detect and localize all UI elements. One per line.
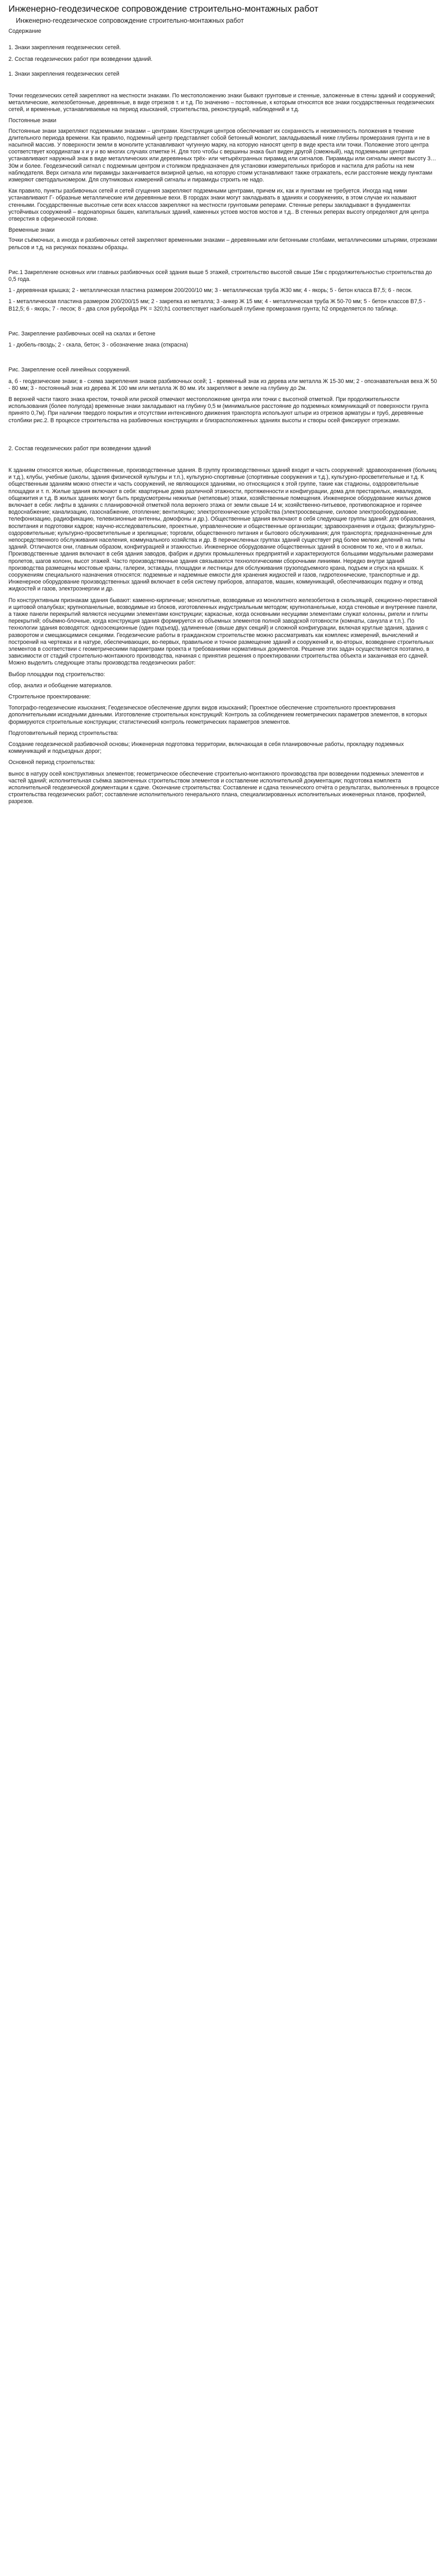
figure-legend: 1 - металлическая пластина размером 200/200/15 мм; 2 - закрепка из металла; 3 -анкер Ж 15 мм; 4 - металлическая труба Ж 50-70 мм; 5 - бетон классов В7,5 - В12,5; 6 - якорь; 7 - песок; 8 - два слоя руберойда РК = 320;h1 соответствует наибольшей глубине промерзания грунта; h2 определяется по таблице. xyxy=(8,298,426,312)
figure-caption-3: Рис. Закрепление осей линейных сооружений. xyxy=(8,367,131,374)
document-title: Инженерно-геодезическое сопровождение строительно-монтажных работ xyxy=(8,4,318,14)
paragraph: К зданиям относятся жилые, общественные, производственные здания. В группу производственных зданий входит и часть сооружений: здравоохранения (больниц и т.д.), клубы, учебные (школы, здания физической культуры и т.п.), культурно-спортивные (спортивные сооружения и т.д.), культурно-просветительные и т.д. К общественным зданиям можно отнести и часть сооружений, не являющихся зданиями, но относящихся к этой группе, такие как стадионы, оздоровительные площадки и т. п. Жилые здания включают в себя: квартирные дома различной этажности, протяженности и конфигурации, дома для престарелых, инвалидов, общежития и т.д. В жилых зданиях могут быть предусмотрены нежилые (нетиповые) этажи, хозяйственные помещения. Инженерное оборудование жилых домов включает в себя: лифты в зданиях с планировочной отметкой пола верхнего этажа от земли свыше 14 м; хозяйственно-питьевое, противопожарное и горячее водоснабжение; канализацию, газоснабжение, отопление; вентиляцию; электротехнические устройства (электроосвещение, силовое электрооборудование, телефонизацию, радиофикацию, телевизионные антенны, домофоны и др.). Общественные здания включают в себя следующие группы зданий: для образования, воспитания и подготовки кадров; научно-исследовательские, проектные, управленческие и общественные организации; здравоохранения и отдыха; физкультурно-оздоровительные; культурно-просветительные и зрелищные; торговли, общественного питания и бытового обслуживания; для транспорта; предназначенные для непосредственного обслуживания населения, коммунального хозяйства и др. В перечисленных группах зданий существует ряд более мелких делений на типы зданий. Отличаются они, главным образом, конфигурацией и этажностью. Инженерное оборудование общественных зданий в основном то же, что и в жилых. Производственные здания включают в себя здания заводов, фабрик и других промышленных предприятий и характеризуются большими модульными размерами пролетов, шагов колонн, высот этажей. Часто производственные здания связываются технологическими сборочными линиями. Нередко внутри зданий производства размещены мостовые краны, галереи, эстакады, площадки и лестницы для обслуживания грузоподъемного крана, подъем и спуск на крышах. К сооружениям специального назначения относятся: подземные и надземные емкости для хранения жидкостей и газов, гидротехнические, транспортные и др. Инженерное оборудование производственных зданий включает в себя систему приборов, аппаратов, машин, коммуникаций, обеспечивающих подачу и отвод жидкостей и газов, электроэнергии и др. xyxy=(8,467,437,593)
toc-item-1[interactable]: 1. Знаки закрепления геодезических сетей. xyxy=(8,44,121,51)
subheading-permanent-marks: Постоянные знаки xyxy=(8,117,57,124)
subheading-temporary-marks: Временные знаки xyxy=(8,227,55,234)
list-item: сбор, анализ и обобщение материалов. xyxy=(8,682,113,689)
section-heading-2: 2. Состав геодезических работ при возведении зданий xyxy=(8,445,151,452)
paragraph: Точки съёмочных, а иногда и разбивочных сетей закрепляют временными знаками – деревянными или бетонными столбами, металлическими штырями, отрезками рельсов и т.д, на рисунках показаны образцы. xyxy=(8,237,437,251)
list-item: Создание геодезической разбивочной основы; Инженерная подготовка территории, включающая в себя планировочные работы, прокладку подземных коммуникаций и подъездных дорог; xyxy=(8,741,404,755)
figure-legend: 1 - деревянная крышка; 2 - металлическая пластина размером 200/200/10 мм; 3 - металлическая труба Ж30 мм; 4 - якорь; 5 - бетон класса В7,5; 6 - песок. xyxy=(8,287,413,294)
list-item: Строительное проектирование: xyxy=(8,694,91,700)
list-item: вынос в натуру осей конструктивных элементов; геометрическое обеспечение строительно-монтажного производства при возведении подземных элементов и частей зданий; исполнительная съёмка законченных строительством элементов и составление исполнительной документации; подготовка комплекта исполнительной геодезической документации к сдаче. Окончание строительства: Составление и сдача технического отчёта о результатах, выполненных в процессе строительства геодезических работ; составление исполнительного генерального плана, специализированных исполнительных инженерных планов, профилей, разрезов. xyxy=(8,770,440,805)
toc-heading: Содержание xyxy=(8,28,41,34)
list-item: Выбор площадки под строительство: xyxy=(8,671,105,678)
figure-legend: 1 - дюбель-гвоздь; 2 - скала, бетон; 3 - обозначение знака (открасна) xyxy=(8,342,188,349)
paragraph: Точки геодезических сетей закрепляют на местности знаками. По местоположению знаки бывают грунтовые и стенные, заложенные в стены зданий и сооружений; металлические, железобетонные, деревянные, в виде отрезков т. и т.д. По значению – постоянные, к которым относятся все знаки государственных геодезических сетей, и временные, устанавливаемые на период изысканий, строительства, реконструкций, наблюдений и т.д. xyxy=(8,92,436,113)
paragraph: Как правило, пункты разбивочных сетей и сетей сгущения закрепляют подземными центрами, причем их, как и пунктами не требуется. Иногда над ними устанавливают Г- образные металлические или деревянные вехи. В городах знаки могут закладывать в зданиях и сооружениях, в этом случае их называют стенными. Государственные высотные сети всех классов закрепляют на местности грунтовыми реперами. Стенные реперы закладывают в фундаментах устойчивых сооружений – водонапорных башен, капитальных зданий, каменных устоев мостов мостов и т.д.. В стенных реперах высоту определяют для центра отверстия в сферической головке. xyxy=(8,188,429,223)
table-of-contents xyxy=(8,44,440,63)
paragraph: В верхней части такого знака крестом, точкой или риской отмечают местоположение центра или точки с высотной отметкой. При продолжительности использования (более полугода) временные знаки закладывают на глубину 0,5 м (минимальное расстояние до подземных коммуникаций от поверхности грунта принято 0,7м). При наличии твердого покрытия и отсутствии интенсивного движения транспорта используют штыри из отрезков арматуры и труб, деревянные столбики рис.2. В процессе строительства на разбивочных конструкциях и близрасположенных зданиях высоты и створы осей фиксируют отрезками. xyxy=(8,396,428,424)
list-item: Подготовительный период строительства: xyxy=(8,730,118,736)
document-subtitle: Инженерно-геодезическое сопровождение строительно-монтажных работ xyxy=(16,17,244,24)
paragraph: Постоянные знаки закрепляют подземными знаками – центрами. Конструкция центров обеспечивает их сохранность и неизменность положения в течение длительного периода времени. Как правило, подземный центр представляет собой бетонный монолит, закладываемый ниже глубины промерзания грунта и не в насыпной массив. У поверхности земли в монолите устанавливают чугунную марку, на которую наносят центр в виде креста или точки. Положение этого центра соответствует координатам х и у и во многих случаях отметке Н. Для того чтобы с вершины знака был виден другой (смежный), над подземными центрами устанавливают наружный знак в виде металлических или деревянных трёх- или четырёхгранных пирамид или сигналов. Пирамиды или сигналы имеют высоту 3…30м и более. Геодезический сигнал с подземным центром и столиком предназначен для установки измерительных приборов и настила для работы на нем наблюдателя. Верх сигнала или пирамиды заканчивается визирной целью, на которую стоим устанавливают также отражатель, если расстояние между пунктами измеряют светодальномером. Для спутниковых измерений сигналы и пирамиды строить не надо. xyxy=(8,128,436,184)
paragraph: По конструктивным признакам здания бывают: каменно-кирпичные; монолитные, возводимые из монолитного железобетона в скользящей, секционно-переставной и щитовой опалубках; крупнопанельные, возводимые из блоков, изготовленных индустриальным методом; крупнопанельные, когда стеновые и внутренние панели, а также панели перекрытий являются несущими элементами конструкции; каркасные, когда основными несущими элементами служат колонны, ригели и плиты перекрытий; объёмно-блочные, когда конструкция здания формируется из объемных элементов полной заводской готовности (комнаты, санузла и т.п.). По технологии здания возводятся: одноэсекционные (один подъезд), удлиненные (свыше двух секций) и сложной конфигурации, включая круглые здания, здания с разворотом и смещающимися секциями. Геодезические работы в гражданском строительстве можно рассматривать как комплекс измерений, вычислений и построений на чертежах и в натуре, обеспечивающих, во-первых, правильное и точное размещение зданий и сооружений и, во-вторых, возведение строительных элементов в соответствии с геометрическими параметрами проекта и требованиями нормативных документов. Решение этих задач осуществляется поэтапно, в зависимости от стадий строительно-монтажного производства, начиная с принятия решения о проектировании строительства объекта и заканчивая его сдачей. Можно выделить следующие этапы производства геодезических работ: xyxy=(8,597,437,667)
section-heading-1: 1. Знаки закрепления геодезических сетей xyxy=(8,70,120,77)
list-item: Основной период строительства: xyxy=(8,759,96,766)
toc-item-2[interactable]: 2. Состав геодезических работ при возведении зданий. xyxy=(8,56,153,63)
figure-caption-1: Рис.1 Закрепление основных или главных разбивочных осей здания выше 5 этажей, строительство высотой свыше 15м с продолжительностью строительства до 0,5 года. xyxy=(8,269,432,283)
figure-legend: а, б - геодезические знаки; в - схема закрепления знаков разбивочных осей; 1 - временный знак из дерева или металла Ж 15-30 мм; 2 - опознавательная веха Ж 50 - 80 мм; 3 - постоянный знак из дерева Ж 100 мм или металла Ж 80 мм. Их закрепляют в земле на глубину до 2м. xyxy=(8,378,437,392)
document-page xyxy=(0,0,448,816)
list-item: Топографо-геодезические изыскания; Геодезическое обеспечение других видов изысканий; Проектное обеспечение строительного проектирования дополнительными исходными данными. Изготовление строительных конструкций: Контроль за соблюдением геометрических параметров элементов, в которых формируются строительные конструкции; статистический контроль геометрических параметров элементов. xyxy=(8,705,427,725)
figure-caption-2: Рис. Закрепление разбивочных осей на скалах и бетоне xyxy=(8,330,156,337)
